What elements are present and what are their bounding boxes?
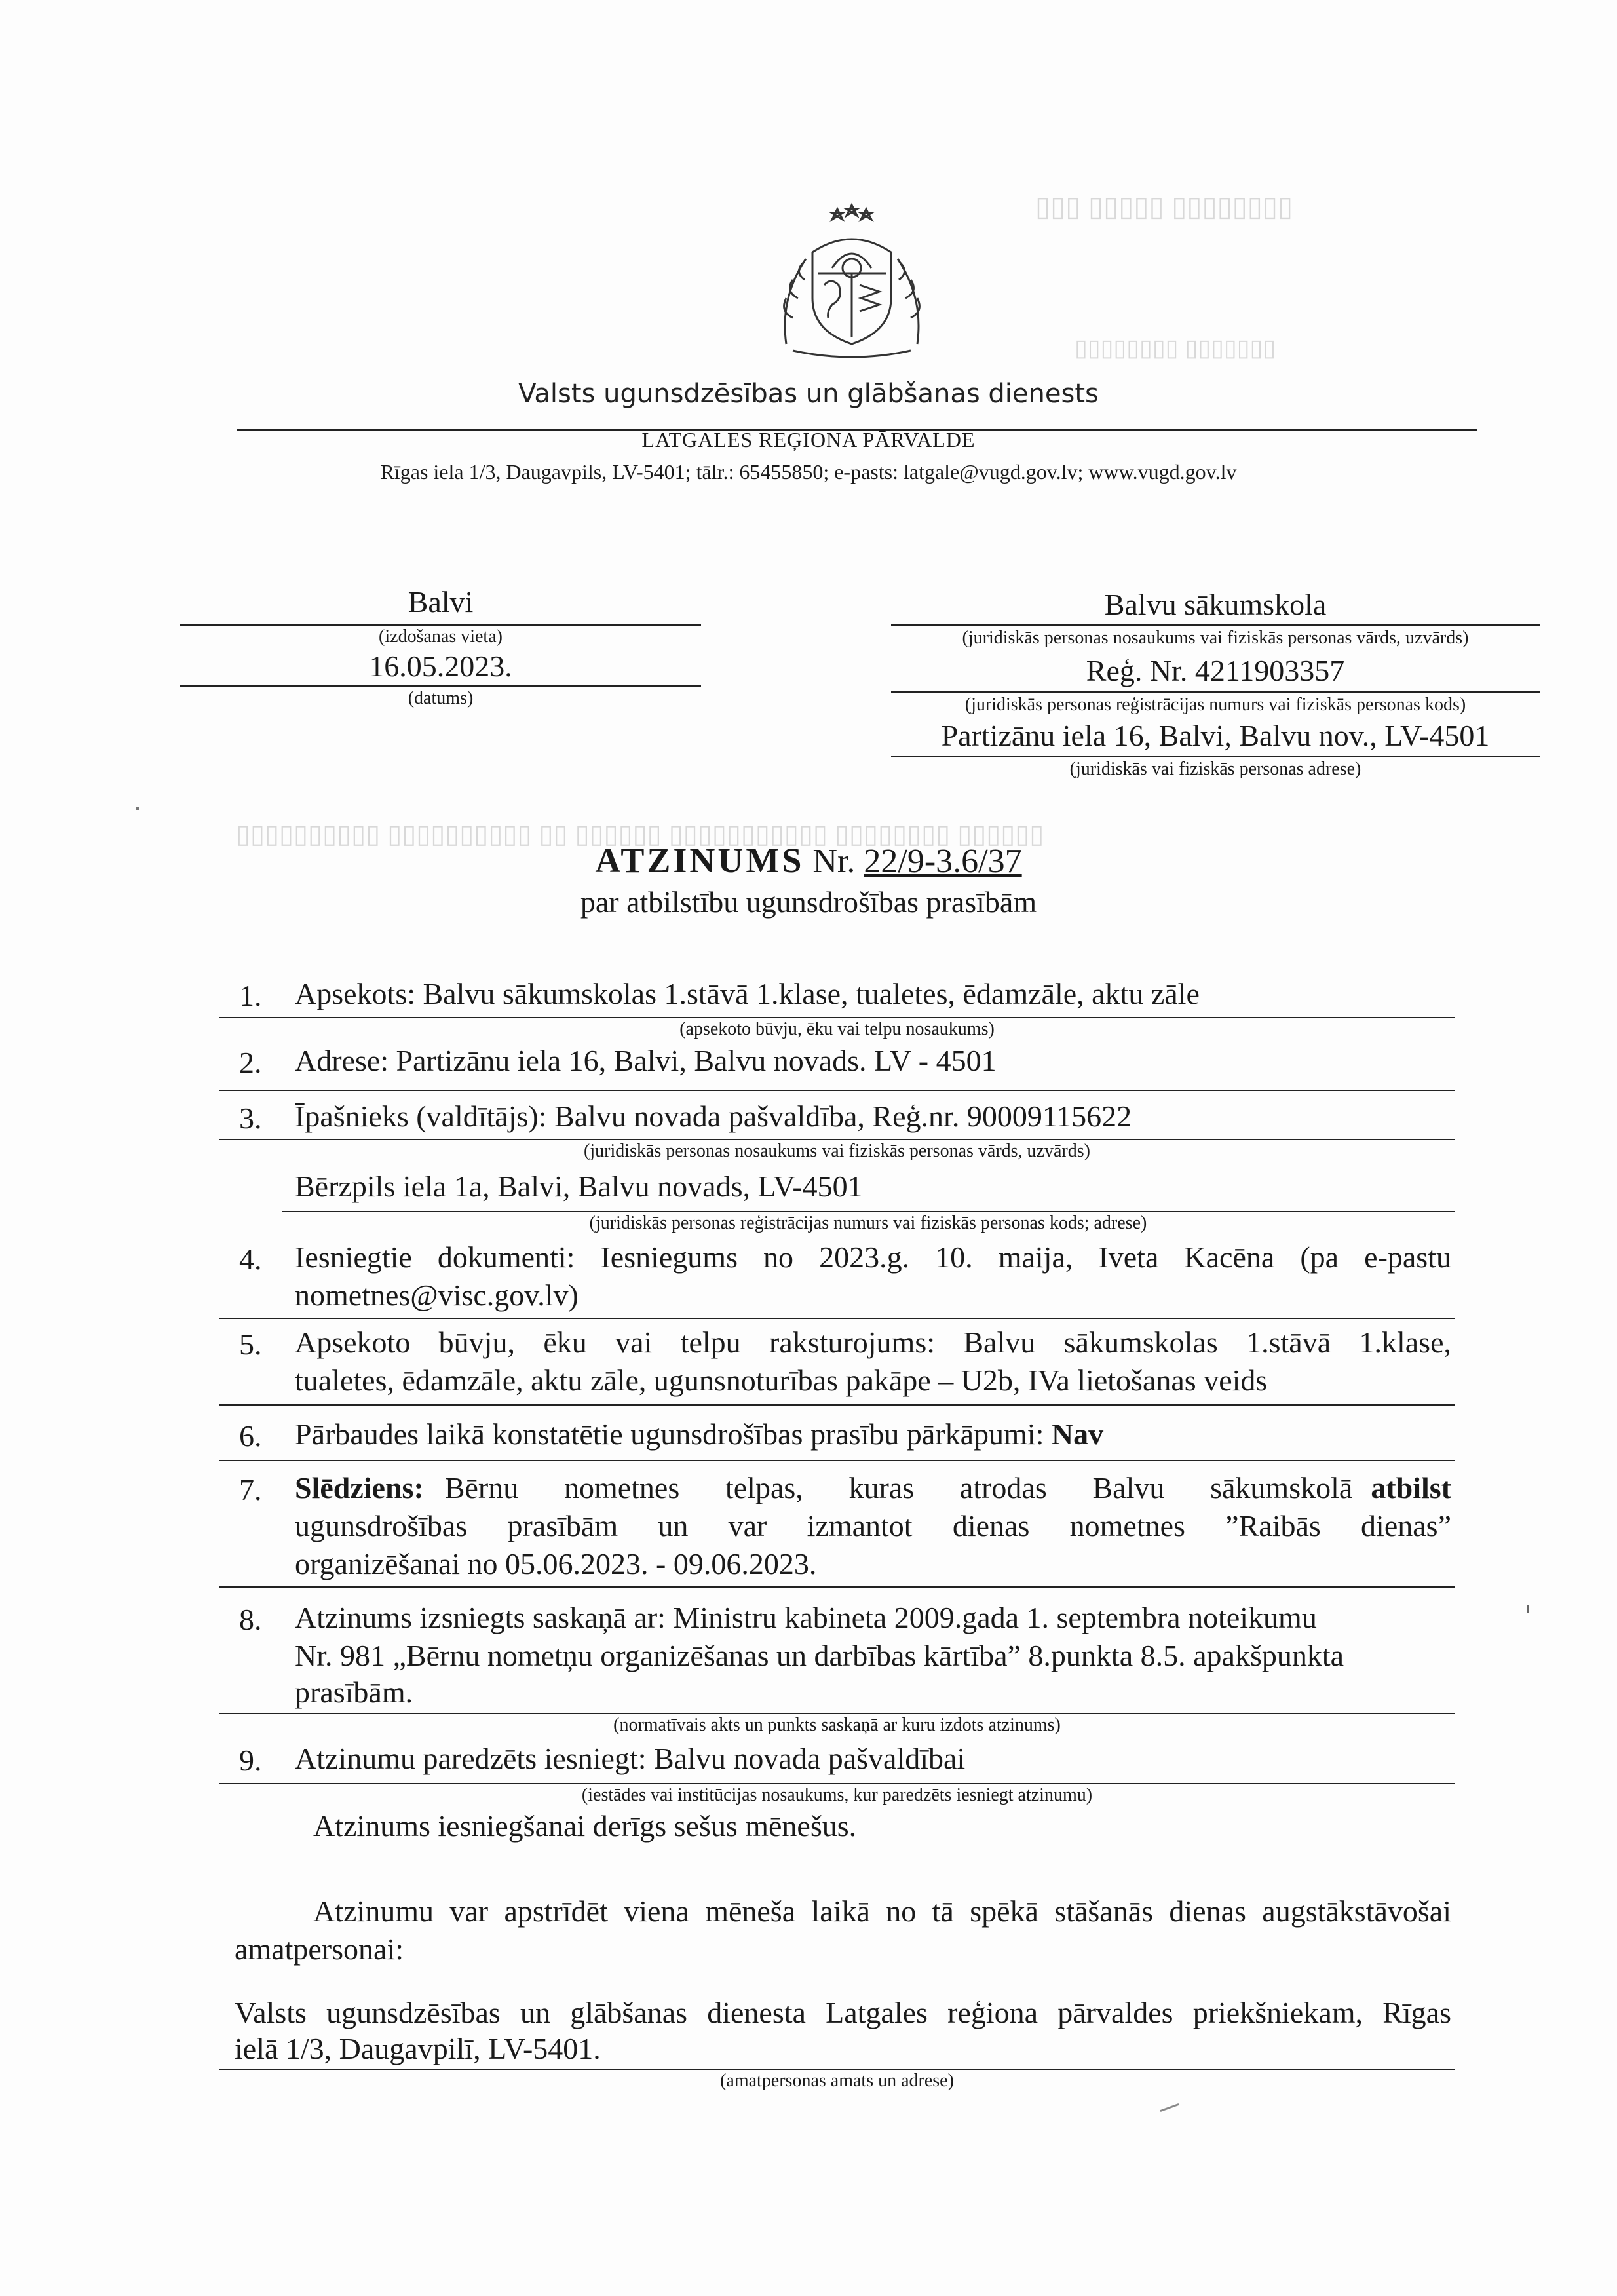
- item-6-label: Pārbaudes laikā konstatētie ugunsdrošības prasību pārkāpumi:: [295, 1417, 1044, 1451]
- item-2-text: Adrese: Partizānu iela 16, Balvi, Balvu novads. LV - 4501: [295, 1044, 997, 1077]
- item-7-verdict: atbilst: [1371, 1471, 1451, 1504]
- authority-line-1: Valsts ugunsdzēsības un glābšanas dienesta Latgales reģiona pārvaldes priekšniekam, Rīgas: [235, 1996, 1451, 2029]
- item-8-line-3: prasībām.: [295, 1675, 413, 1709]
- item-4-number: 4.: [239, 1242, 262, 1276]
- recipient-reg-caption: (juridiskās personas reģistrācijas numurs vai fiziskās personas kods): [964, 695, 1466, 715]
- item-6-text: [295, 1415, 1103, 1453]
- item-3-address-line: [282, 1211, 1455, 1212]
- item-9-caption: (iestādes vai institūcijas nosaukums, kur paredzēts iesniegt atzinumu): [581, 1785, 1093, 1805]
- item-6-value: Nav: [1051, 1417, 1104, 1451]
- item-7-line-1-text: Bērnu nometnes telpas, kuras atrodas Balvu sākumskolā: [444, 1471, 1353, 1504]
- show-through-text: ▯▯▯▯▯▯▯▯▯▯ ▯▯▯▯▯▯▯▯▯▯ ▯▯ ▯▯▯▯▯▯ ▯▯▯▯▯▯▯▯▯▯▯ ▯▯▯▯▯▯▯▯ ▯▯▯▯▯▯: [236, 820, 1044, 849]
- document-title: [0, 840, 1617, 881]
- item-3-text: Īpašnieks (valdītājs): Balvu novada pašvaldība, Reģ.nr. 90009115622: [295, 1100, 1132, 1133]
- recipient-address-caption: (juridiskās vai fiziskās personas adrese): [1069, 759, 1361, 779]
- scan-mark: [1527, 1605, 1529, 1613]
- region-name: LATGALES REĢIONA PĀRVALDE: [641, 428, 976, 451]
- item-5-line-2: tualetes, ēdamzāle, aktu zāle, ugunsnoturības pakāpe – U2b, IVa lietošanas veids: [295, 1364, 1268, 1397]
- show-through-text: ▯▯▯ ▯▯▯▯▯ ▯▯▯▯▯▯▯▯: [1035, 191, 1293, 221]
- item-9-number: 9.: [239, 1744, 262, 1777]
- item-1-number: 1.: [239, 979, 262, 1012]
- item-5-line-1: Apsekoto būvju, ēku vai telpu raksturojums: Balvu sākumskolas 1.stāvā 1.klase,: [295, 1326, 1451, 1359]
- issue-date: 16.05.2023.: [369, 649, 512, 683]
- scan-mark: [1160, 2103, 1179, 2112]
- recipient-reg-number: Reģ. Nr. 4211903357: [1086, 654, 1345, 687]
- item-9-line: [219, 1783, 1455, 1784]
- item-8-line: [219, 1713, 1455, 1714]
- item-3-address-caption: (juridiskās personas reģistrācijas numurs vai fiziskās personas kods; adrese): [589, 1213, 1147, 1233]
- recipient-name-line: [891, 624, 1540, 626]
- item-7-line-3: organizēšanai no 05.06.2023. - 09.06.2023.: [295, 1547, 817, 1580]
- item-9-text: Atzinumu paredzēts iesniegt: Balvu novada pašvaldībai: [295, 1742, 966, 1775]
- item-8-caption: (normatīvais akts un punkts saskaņā ar kuru izdots atzinums): [613, 1715, 1061, 1735]
- scan-mark: [136, 807, 139, 810]
- item-1-caption: (apsekoto būvju, ēku vai telpu nosaukums): [679, 1019, 995, 1039]
- authority-caption: (amatpersonas amats un adrese): [720, 2071, 954, 2091]
- item-5-line: [219, 1404, 1455, 1406]
- item-6-line: [219, 1460, 1455, 1461]
- recipient-reg-line: [891, 691, 1540, 693]
- item-3-address: Bērzpils iela 1a, Balvi, Balvu novads, LV-4501: [295, 1170, 863, 1203]
- item-7-label: Slēdziens:: [295, 1471, 424, 1504]
- item-7-number: 7.: [239, 1473, 262, 1506]
- document-subtitle: par atbilstību ugunsdrošības prasībām: [580, 885, 1037, 919]
- title-nr-prefix: Nr.: [812, 843, 856, 880]
- item-5-number: 5.: [239, 1328, 262, 1361]
- item-8-line-1: Atzinums izsniegts saskaņā ar: Ministru kabineta 2009.gada 1. septembra noteikumu: [295, 1601, 1317, 1634]
- recipient-address-line: [891, 756, 1540, 757]
- coat-of-arms-icon: [767, 200, 937, 364]
- contact-info: Rīgas iela 1/3, Daugavpils, LV-5401; tālr.: 65455850; e-pasts: latgale@vugd.gov.lv; www.vugd.gov.lv: [380, 460, 1237, 484]
- authority-line-2: ielā 1/3, Daugavpilī, LV-5401.: [235, 2032, 601, 2065]
- item-7-line: [219, 1586, 1455, 1588]
- recipient-name: Balvu sākumskola: [1104, 588, 1327, 621]
- recipient-address: Partizānu iela 16, Balvi, Balvu nov., LV-4501: [941, 719, 1490, 752]
- item-3-number: 3.: [239, 1101, 262, 1135]
- item-3-caption: (juridiskās personas nosaukums vai fiziskās personas vārds, uzvārds): [584, 1141, 1090, 1161]
- service-name: Valsts ugunsdzēsības un glābšanas dienests: [518, 379, 1099, 409]
- issue-place: Balvi: [408, 585, 474, 619]
- item-8-number: 8.: [239, 1603, 262, 1636]
- appeal-line-2: amatpersonai:: [235, 1932, 404, 1966]
- show-through-text: ▯▯▯▯▯▯▯▯ ▯▯▯▯▯▯▯: [1075, 334, 1276, 361]
- item-1-text: Apsekots: Balvu sākumskolas 1.stāvā 1.klase, tualetes, ēdamzāle, aktu zāle: [295, 977, 1200, 1010]
- issue-date-line: [180, 685, 701, 687]
- title-number: 22/9-3.6/37: [864, 843, 1022, 880]
- item-2-number: 2.: [239, 1046, 262, 1079]
- issue-date-caption: (datums): [408, 688, 474, 708]
- title-main: ATZINUMS: [595, 841, 805, 880]
- issue-place-line: [180, 624, 701, 626]
- item-4-line-1: Iesniegtie dokumenti: Iesniegums no 2023.g. 10. maija, Iveta Kacēna (pa e-pastu: [295, 1240, 1451, 1274]
- item-7-line-2: ugunsdrošības prasībām un var izmantot dienas nometnes ”Raibās dienas”: [295, 1509, 1451, 1542]
- item-2-line: [219, 1090, 1455, 1091]
- item-1-line: [219, 1017, 1455, 1018]
- item-4-line: [219, 1318, 1455, 1319]
- authority-line: [219, 2069, 1455, 2070]
- recipient-name-caption: (juridiskās personas nosaukums vai fiziskās personas vārds, uzvārds): [962, 628, 1469, 648]
- issue-place-caption: (izdošanas vieta): [379, 626, 503, 647]
- item-8-line-2: Nr. 981 „Bērnu nometņu organizēšanas un darbības kārtība” 8.punkta 8.5. apakšpunkta: [295, 1639, 1344, 1672]
- item-3-line: [219, 1139, 1455, 1140]
- validity-note: Atzinums iesniegšanai derīgs sešus mēnešus.: [313, 1809, 857, 1843]
- item-4-line-2: nometnes@visc.gov.lv): [295, 1278, 579, 1312]
- item-7-line-1: [295, 1469, 1451, 1507]
- appeal-line-1: Atzinumu var apstrīdēt viena mēneša laikā no tā spēkā stāšanās dienas augstākstāvošai: [313, 1894, 1451, 1928]
- item-6-number: 6.: [239, 1419, 262, 1453]
